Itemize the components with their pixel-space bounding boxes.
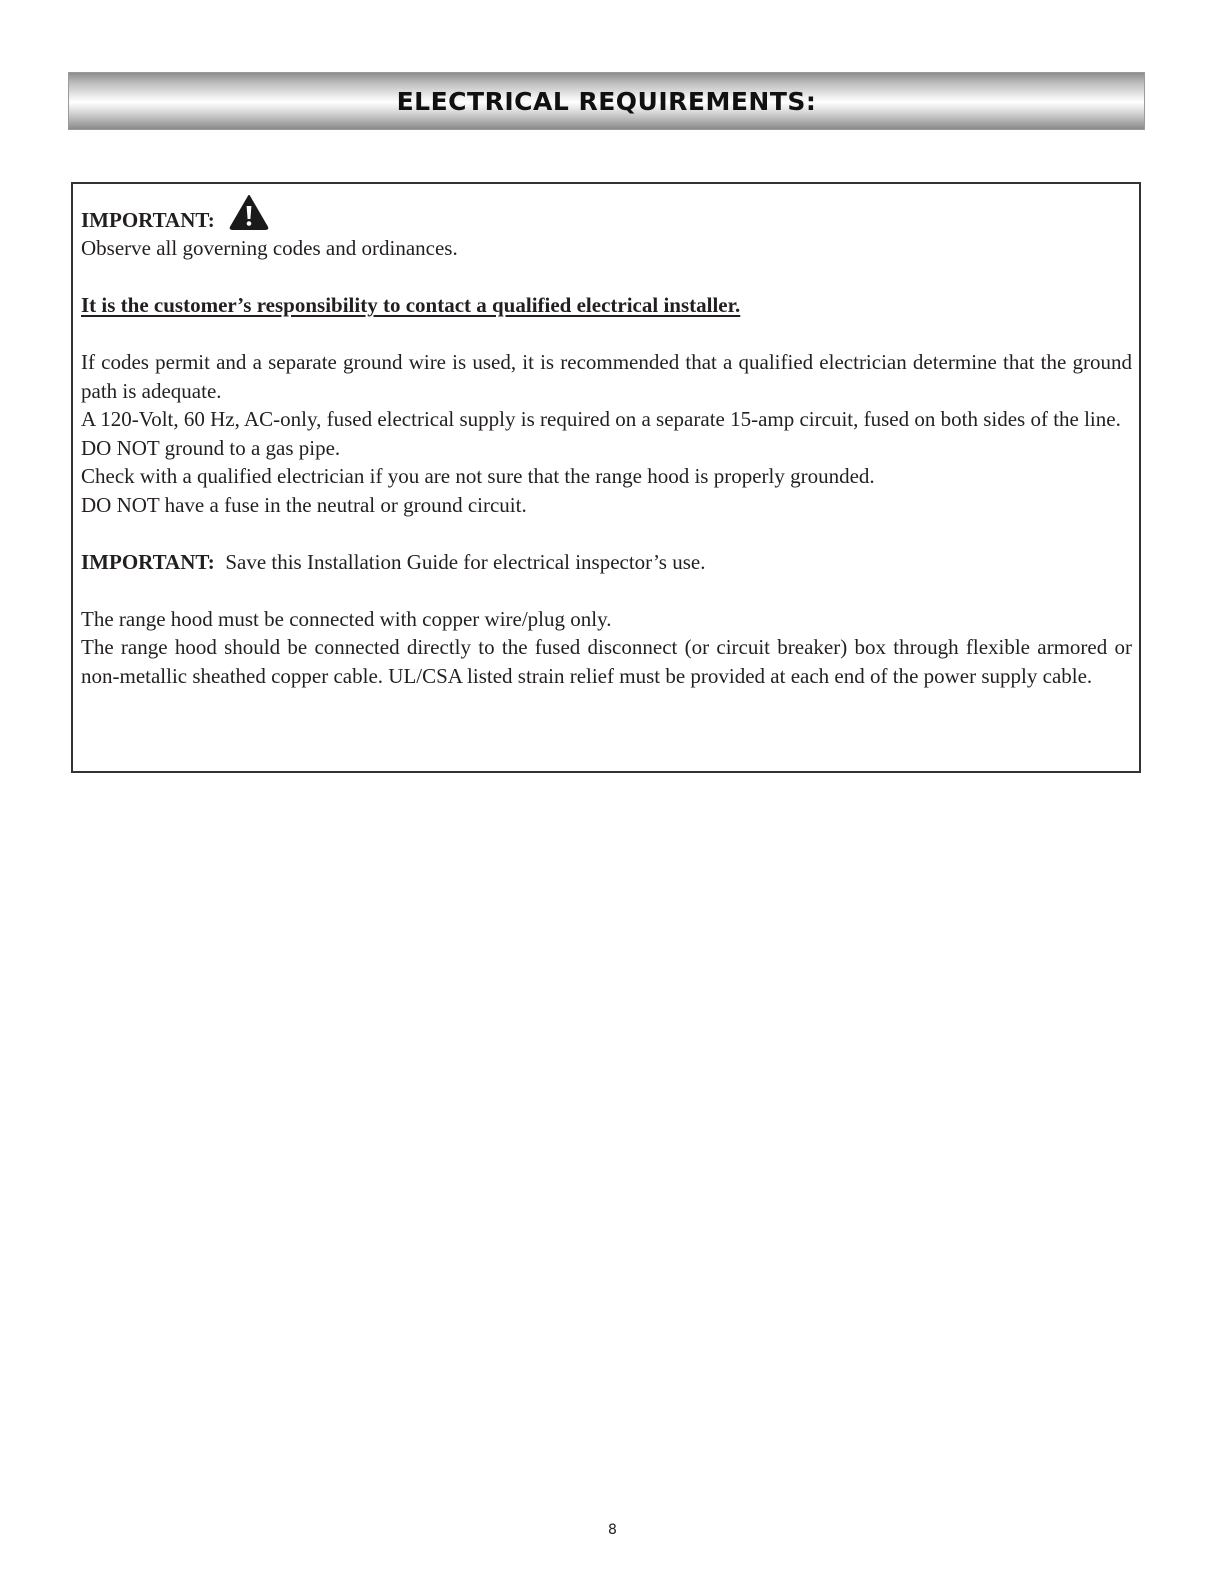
responsibility-statement: It is the customer’s responsibility to contact a qualified electrical installer. [81,293,741,317]
notice-content [81,198,1132,690]
copper-wire-text: The range hood must be connected with copper wire/plug only. [81,606,612,631]
responsibility-text [81,291,1132,320]
electrical-notice-box [71,182,1141,773]
important-label: IMPORTANT: [81,207,215,232]
check-grounding-text: Check with a qualified electrician if you are not sure that the range hood is properly grounded. [81,464,875,488]
important-heading-row [81,198,1132,234]
ground-path-text: If codes permit and a separate ground wire is used, it is recommended that a qualified electrician determine that the ground path is adequate. [81,350,1132,403]
spacer [81,519,1132,548]
section-header-bar [68,72,1145,130]
spacer [81,576,1132,605]
warning-triangle-icon [229,194,269,230]
important-label-2: IMPORTANT: [81,549,215,574]
fuse-warning-text: DO NOT have a fuse in the neutral or ground circuit. [81,492,527,517]
page-number: 8 [608,1522,617,1538]
connection-text: The range hood should be connected directly to the fused disconnect (or circuit breaker) box through flexible armored or non-metallic sheathed copper cable. UL/CSA listed strain relief must be provided at each end of the power supply cable. [81,635,1132,688]
observe-codes-text: Observe all governing codes and ordinances. [81,236,458,260]
save-guide-text [81,548,1132,577]
gas-pipe-warning-text: DO NOT ground to a gas pipe. [81,435,341,460]
section-title: ELECTRICAL REQUIREMENTS: [396,86,817,116]
spacer [81,263,1132,292]
supply-requirement-text: A 120-Volt, 60 Hz, AC-only, fused electrical supply is required on a separate 15-amp circuit, fused on both sides of the line. [81,407,1121,431]
spacer [81,320,1132,349]
save-guide-body: Save this Installation Guide for electrical inspector’s use. [225,549,706,574]
